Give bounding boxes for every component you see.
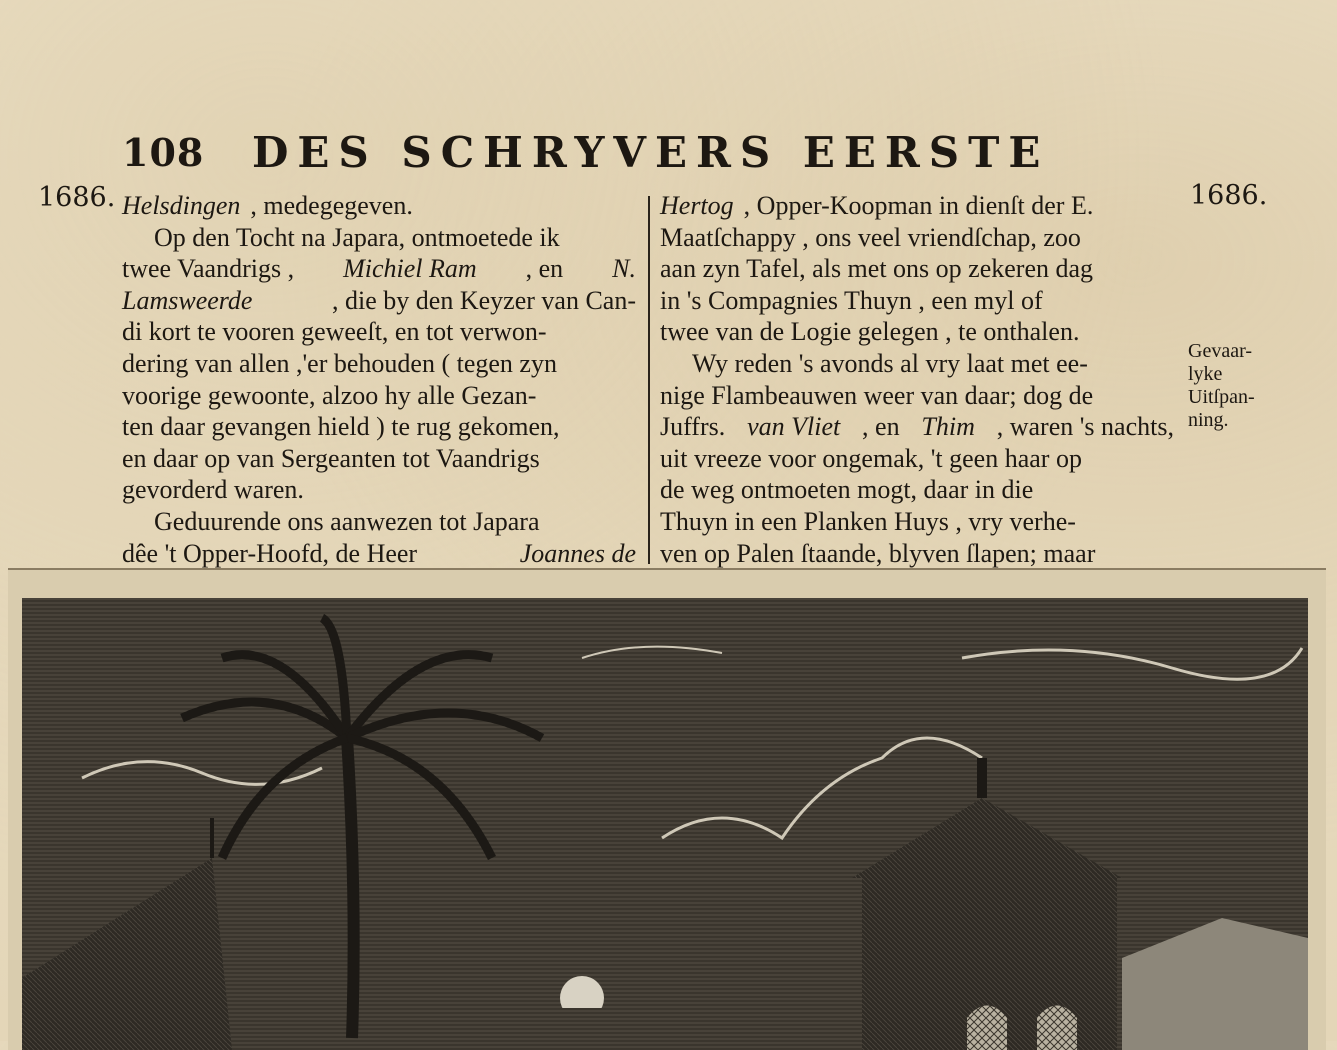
text-line <box>660 285 1174 317</box>
column-rule <box>648 196 650 564</box>
text-line <box>660 316 1174 348</box>
text-fragment: in 's Compagnies Thuyn , een myl of <box>660 285 1043 317</box>
text-line <box>660 538 1174 570</box>
text-line <box>660 411 1174 443</box>
text-line <box>122 348 636 380</box>
text-line <box>122 190 636 222</box>
text-line <box>122 222 636 254</box>
text-fragment: Op den Tocht na Japara, ontmoetede ik <box>154 222 560 254</box>
text-line <box>660 443 1174 475</box>
text-fragment: aan zyn Tafel, als met ons op zekeren dag <box>660 253 1093 285</box>
text-fragment: ven op Palen ſtaande, blyven ſlapen; maar <box>660 538 1095 570</box>
text-fragment: en daar op van Sergeanten tot Vaandrigs <box>122 443 540 475</box>
side-note-line: Uitſpan- <box>1188 386 1255 409</box>
text-line <box>122 474 636 506</box>
text-fragment: Thim <box>921 411 974 443</box>
left-text-column <box>122 190 636 569</box>
text-line <box>122 285 636 317</box>
text-fragment: Lamsweerde <box>122 285 252 317</box>
text-line <box>660 506 1174 538</box>
text-fragment: twee van de Logie gelegen , te onthalen. <box>660 316 1079 348</box>
text-fragment: , die by den Keyzer van Can- <box>332 285 636 317</box>
engraving-plate <box>8 568 1326 1050</box>
text-fragment: uit vreeze voor ongemak, 't geen haar op <box>660 443 1082 475</box>
text-fragment: , waren 's nachts, <box>997 411 1174 443</box>
text-line <box>122 538 636 570</box>
text-fragment: , medegegeven. <box>250 190 412 222</box>
text-fragment: Wy reden 's avonds al vry laat met ee- <box>692 348 1088 380</box>
running-head: DES SCHRYVERS EERSTE <box>252 128 1049 177</box>
text-fragment: dêe 't Opper-Hoofd, de Heer <box>122 538 417 570</box>
text-fragment: , en <box>862 411 900 443</box>
text-fragment: de weg ontmoeten mogt, daar in die <box>660 474 1033 506</box>
page-number: 108 <box>122 130 204 175</box>
text-fragment: voorige gewoonte, alzoo hy alle Gezan- <box>122 380 536 412</box>
side-note-line: ning. <box>1188 409 1255 432</box>
margin-year-right: 1686. <box>1190 180 1267 211</box>
text-line <box>660 190 1174 222</box>
margin-year-left: 1686. <box>38 182 115 213</box>
text-fragment: Hertog <box>660 190 734 222</box>
text-line <box>122 380 636 412</box>
text-line <box>122 253 636 285</box>
side-note-line: Gevaar- <box>1188 340 1255 363</box>
text-fragment: Joannes de <box>520 538 636 570</box>
text-fragment: twee Vaandrigs , <box>122 253 294 285</box>
engraving-illustration <box>22 598 1308 1050</box>
side-note <box>1188 340 1255 432</box>
text-fragment: gevorderd waren. <box>122 474 304 506</box>
text-fragment: Geduurende ons aanwezen tot Japara <box>154 506 540 538</box>
text-fragment: , en <box>526 253 564 285</box>
text-line <box>122 443 636 475</box>
text-line <box>660 380 1174 412</box>
horizon <box>542 1008 622 1050</box>
text-fragment: Thuyn in een Planken Huys , vry verhe- <box>660 506 1076 538</box>
tower-finial <box>977 758 987 798</box>
text-fragment: di kort te vooren geweeſt, en tot verwon- <box>122 316 547 348</box>
text-fragment: dering van allen ,'er behouden ( tegen zyn <box>122 348 557 380</box>
text-line <box>122 316 636 348</box>
text-fragment: Maatſchappy , ons veel vriendſchap, zoo <box>660 222 1081 254</box>
tower-window <box>1037 1006 1077 1050</box>
text-fragment: nige Flambeauwen weer van daar; dog de <box>660 380 1093 412</box>
text-fragment: N. <box>612 253 636 285</box>
text-fragment: Juffrs. <box>660 411 725 443</box>
text-fragment: ten daar gevangen hield ) te rug gekomen, <box>122 411 560 443</box>
text-fragment: , Opper-Koopman in dienſt der E. <box>744 190 1094 222</box>
text-line <box>660 474 1174 506</box>
right-text-column <box>660 190 1174 569</box>
palm-trunk <box>347 738 354 1038</box>
page-header <box>0 118 1337 178</box>
text-line <box>660 253 1174 285</box>
side-note-line: lyke <box>1188 363 1255 386</box>
tower-window <box>967 1006 1007 1050</box>
text-line <box>122 506 636 538</box>
text-fragment: Helsdingen <box>122 190 240 222</box>
text-fragment: Michiel Ram <box>343 253 477 285</box>
text-line <box>122 411 636 443</box>
text-fragment: van Vliet <box>747 411 840 443</box>
text-line <box>660 348 1174 380</box>
text-line <box>660 222 1174 254</box>
